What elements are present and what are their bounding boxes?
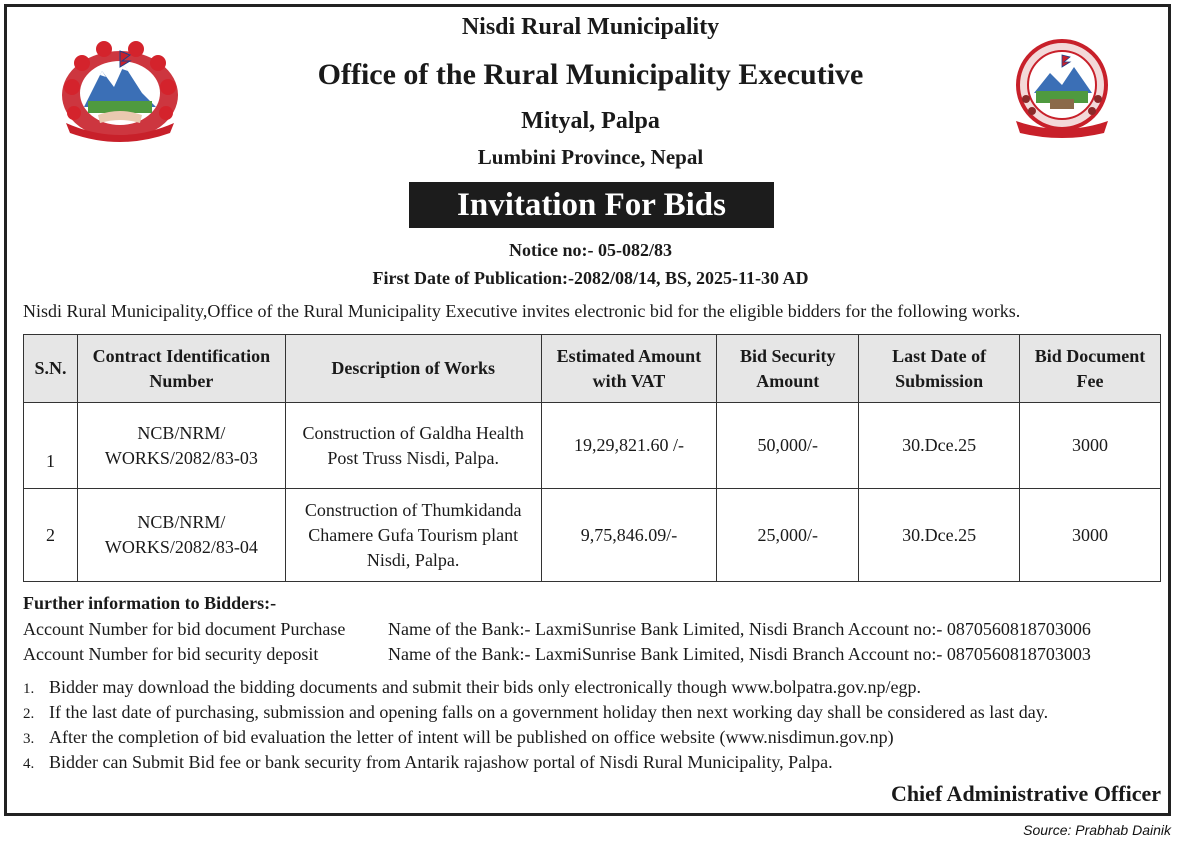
table-row: [24, 489, 1161, 582]
account-value: Name of the Bank:- LaxmiSunrise Bank Limited, Nisdi Branch Account no:- 0870560818703003: [388, 644, 1091, 664]
cell-contract-id: NCB/NRM/ WORKS/2082/83-04: [77, 489, 285, 582]
note-text: Bidder may download the bidding documents and submit their bids only electronically though www.bolpatra.gov.np/egp.: [49, 677, 922, 697]
cell-bid-security: 50,000/-: [717, 403, 859, 489]
cell-description: Construction of Galdha Health Post Truss Nisdi, Palpa.: [285, 403, 541, 489]
note-text: After the completion of bid evaluation the letter of intent will be published on office website (www.nisdimun.gov.np): [49, 727, 894, 747]
col-header-bid-security: Bid Security Amount: [717, 335, 859, 403]
list-item: [23, 701, 1048, 726]
note-text: Bidder can Submit Bid fee or bank security from Antarik rajashow portal of Nisdi Rural Municipality, Palpa.: [49, 752, 833, 772]
table-row: [24, 403, 1161, 489]
account-row-security-deposit: [23, 644, 1091, 665]
source-credit: Source: Prabhab Dainik: [1023, 822, 1171, 838]
col-header-last-date: Last Date of Submission: [859, 335, 1020, 403]
province-name: Lumbini Province, Nepal: [477, 145, 704, 169]
notes-list: [23, 676, 1048, 776]
cell-sn: 1: [24, 403, 78, 489]
works-table: [23, 334, 1161, 582]
note-number: 1.: [23, 681, 35, 697]
cell-document-fee: 3000: [1020, 403, 1161, 489]
cell-last-date: 30.Dce.25: [859, 403, 1020, 489]
note-number: 3.: [23, 731, 35, 747]
account-row-document-purchase: [23, 619, 1091, 640]
notice-number: Notice no:- 05-082/83: [509, 240, 672, 260]
further-info-title: Further information to Bidders:-: [23, 593, 277, 613]
publication-date: First Date of Publication:-2082/08/14, BS, 2025-11-30 AD: [372, 268, 809, 288]
col-header-contract-id: Contract Identification Number: [77, 335, 285, 403]
cell-contract-id: NCB/NRM/ WORKS/2082/83-03: [77, 403, 285, 489]
cell-bid-security: 25,000/-: [717, 489, 859, 582]
intro-paragraph: Nisdi Rural Municipality,Office of the Rural Municipality Executive invites electronic bid for the eligible bidders for the following works.: [23, 301, 1021, 321]
cell-sn: 2: [24, 489, 78, 582]
office-name: Office of the Rural Municipality Executive: [317, 58, 864, 91]
cell-last-date: 30.Dce.25: [859, 489, 1020, 582]
signature-title: Chief Administrative Officer: [890, 781, 1161, 806]
table-header-row: [24, 335, 1161, 403]
col-header-estimated-amount: Estimated Amount with VAT: [541, 335, 717, 403]
office-location: Mityal, Palpa: [521, 108, 660, 134]
col-header-sn: S.N.: [24, 335, 78, 403]
account-label: Account Number for bid document Purchase: [23, 619, 346, 639]
list-item: [23, 726, 1048, 751]
cell-estimated-amount: 9,75,846.09/-: [541, 489, 717, 582]
municipality-name: Nisdi Rural Municipality: [461, 14, 720, 40]
cell-estimated-amount: 19,29,821.60 /-: [541, 403, 717, 489]
list-item: [23, 751, 1048, 776]
note-number: 2.: [23, 706, 35, 722]
col-header-description: Description of Works: [285, 335, 541, 403]
account-value: Name of the Bank:- LaxmiSunrise Bank Limited, Nisdi Branch Account no:- 0870560818703006: [388, 619, 1091, 639]
note-text: If the last date of purchasing, submission and opening falls on a government holiday then next working day shall be considered as last day.: [49, 702, 1049, 722]
invitation-title-banner: Invitation For Bids: [409, 182, 774, 228]
col-header-document-fee: Bid Document Fee: [1020, 335, 1161, 403]
cell-description: Construction of Thumkidanda Chamere Gufa Tourism plant Nisdi, Palpa.: [285, 489, 541, 582]
account-label: Account Number for bid security deposit: [23, 644, 319, 664]
note-number: 4.: [23, 756, 35, 772]
cell-document-fee: 3000: [1020, 489, 1161, 582]
list-item: [23, 676, 1048, 701]
